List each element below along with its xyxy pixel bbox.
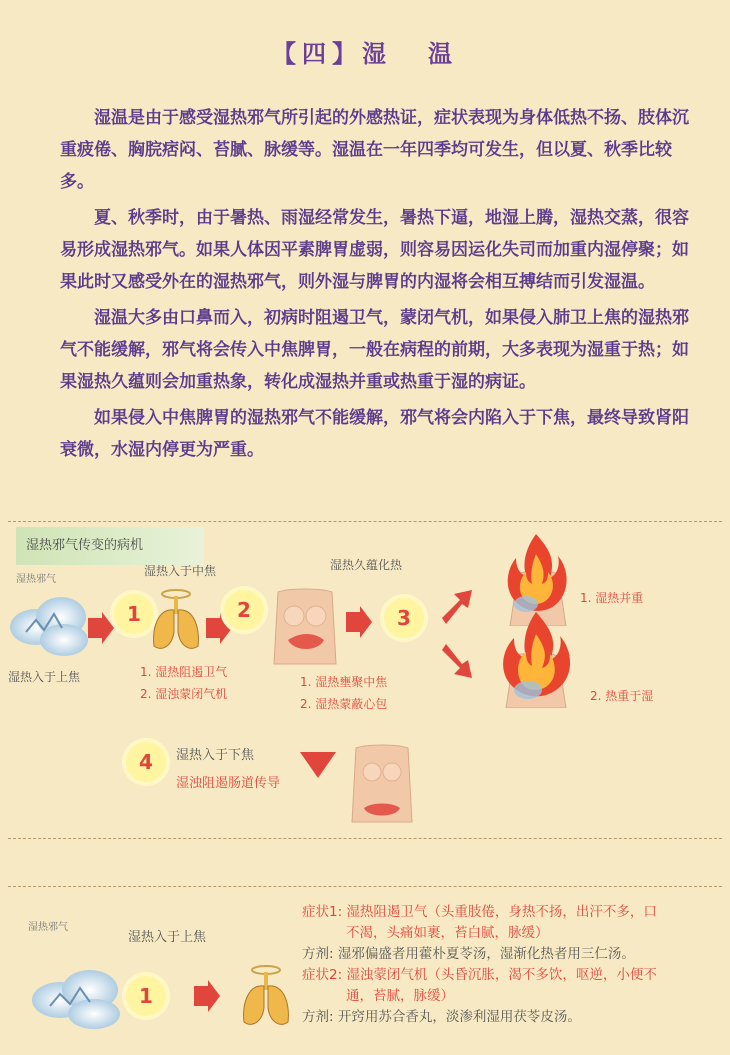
- formula-text: 湿邪偏盛者用藿朴夏苓汤，湿渐化热者用三仁汤。: [337, 946, 635, 962]
- symptom-label: 症状2:: [302, 967, 343, 983]
- paragraph: 湿温大多由口鼻而入，初病时阻遏卫气，蒙闭气机，如果侵入肺卫上焦的湿热邪气不能缓解，邪气将会传入中焦脾胃，一般在病程的前期，大多表现为湿重于热；如果湿热久蕴则会加重热象，转化成湿热并重或热重于湿的病证。: [60, 308, 689, 392]
- formula-line: [302, 1007, 722, 1028]
- lungs-icon: [238, 964, 294, 1030]
- outcome-label: 1. 湿热并重: [580, 591, 644, 605]
- formula-label: 方剂:: [302, 946, 334, 962]
- upper-entry-label: 湿热入于上焦: [128, 930, 207, 945]
- evil-qi-label: 湿热邪气: [28, 922, 68, 933]
- arrow-up-right-icon: [442, 590, 472, 626]
- symptom-line: [302, 965, 722, 986]
- lower-note: 湿浊阻遏肠道传导: [176, 776, 281, 791]
- symptom-info-panel: [302, 902, 722, 1028]
- symptom-line: [302, 902, 722, 923]
- formula-text: 开窍用苏合香丸，淡渗利湿用茯苓皮汤。: [337, 1009, 581, 1025]
- step-badge: 4: [126, 742, 166, 782]
- step-badge: 1: [126, 976, 166, 1016]
- middle-entry-label: 湿热入于中焦: [144, 564, 217, 578]
- symptom-text: 通，苔腻，脉缓）: [346, 988, 454, 1004]
- paragraph: 湿温是由于感受湿热邪气所引起的外感热证，症状表现为身体低热不扬、肢体沉重疲倦、胸脘痞闷、苔腻、脉缓等。湿温在一年四季均可发生，但以夏、秋季比较多。: [60, 108, 689, 192]
- symptom-text: 湿浊蒙闭气机（头昏沉胀，渴不多饮，呕逆，小便不: [346, 967, 657, 983]
- step-badge: 2: [224, 590, 264, 630]
- divider: [8, 838, 722, 839]
- lungs-icon: [148, 588, 204, 654]
- long-heat-label: 湿热久蕴化热: [330, 558, 403, 572]
- arrow-right-icon: [194, 980, 220, 1012]
- evil-qi-label: 湿热邪气: [16, 574, 56, 585]
- torso-icon: [350, 742, 414, 824]
- body-text: [60, 102, 700, 470]
- title-char-2: 温: [428, 40, 458, 68]
- arrow-right-icon: [88, 612, 114, 644]
- arrow-down-right-icon: [442, 642, 472, 678]
- symptom-label: 症状1:: [302, 904, 343, 920]
- arrow-down-icon: [300, 752, 336, 778]
- symptom-text: 湿热阻遏卫气（头重肢倦，身热不扬，出汗不多，口: [346, 904, 657, 920]
- step-badge: 1: [114, 594, 154, 634]
- lower-entry-label: 湿热入于下焦: [176, 748, 255, 763]
- step-badge: 3: [384, 598, 424, 638]
- middle-note: 2. 湿热蒙蔽心包: [300, 697, 388, 711]
- symptom-text: 不渴，头痛如裹，苔白腻，脉缓）: [346, 925, 549, 941]
- formula-label: 方剂:: [302, 1009, 334, 1025]
- lung-note: 2. 湿浊蒙闭气机: [140, 687, 228, 701]
- torso-icon: [270, 586, 340, 666]
- symptom-line: [302, 986, 722, 1007]
- upper-entry-label: 湿热入于上焦: [8, 670, 81, 684]
- middle-note: 1. 湿热壅聚中焦: [300, 675, 388, 689]
- outcome-label: 2. 热重于湿: [590, 689, 654, 703]
- divider: [8, 521, 722, 522]
- title-char-1: 湿: [362, 40, 392, 68]
- flame-torso-icon: [494, 612, 578, 708]
- page-title: [0, 34, 730, 69]
- paragraph: 如果侵入中焦脾胃的湿热邪气不能缓解，邪气将会内陷入于下焦，最终导致肾阳衰微，水湿内停更为严重。: [60, 408, 689, 460]
- formula-line: [302, 944, 722, 965]
- arrow-right-icon: [346, 606, 372, 638]
- cloud-icon: [28, 960, 128, 1036]
- paragraph: 夏、秋季时，由于暑热、雨湿经常发生，暑热下逼，地湿上腾，湿热交蒸，很容易形成湿热邪气。如果人体因平素脾胃虚弱，则容易因运化失司而加重内湿停聚；如果此时又感受外在的湿热邪气，则外湿与脾胃的内湿将会相互搏结而引发湿温。: [60, 208, 689, 292]
- lung-note: 1. 湿热阻遏卫气: [140, 665, 228, 679]
- divider: [8, 886, 722, 887]
- symptom-line: [302, 923, 722, 944]
- cloud-icon: [6, 582, 92, 668]
- section-label: 湿热邪气传变的病机: [16, 527, 204, 565]
- title-bracket: 【四】: [272, 40, 362, 68]
